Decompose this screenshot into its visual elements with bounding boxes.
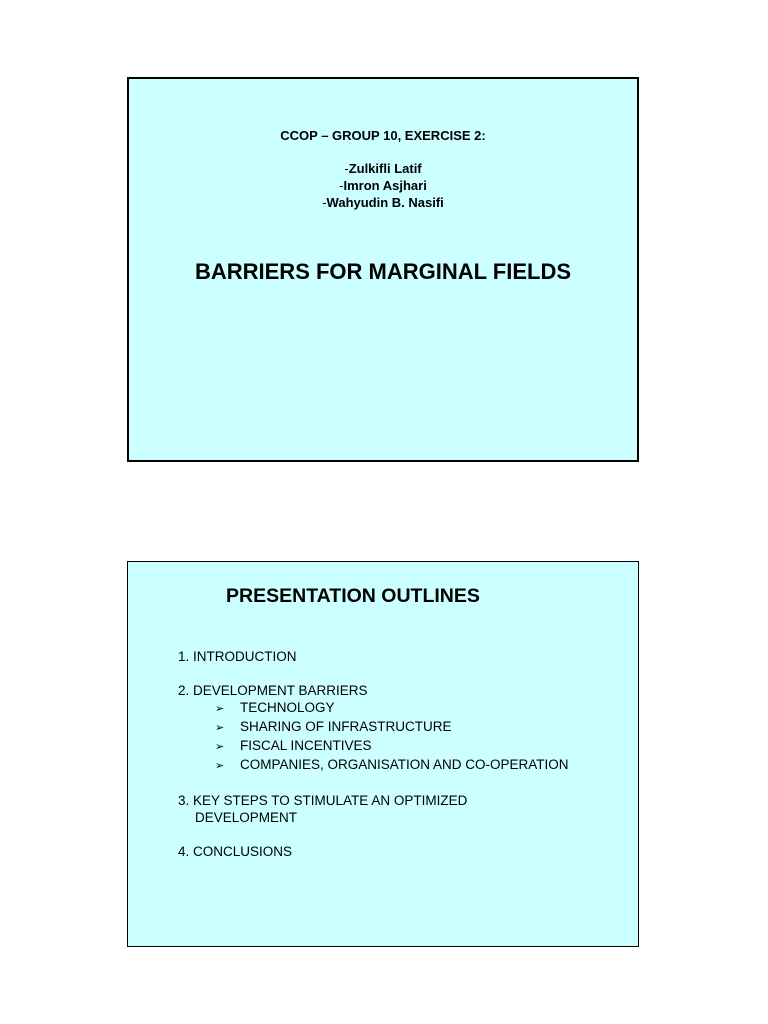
outline-item-development-barriers: 2. DEVELOPMENT BARRIERS <box>178 683 368 698</box>
outline-spacer <box>178 826 569 843</box>
outline-subitem <box>178 699 569 718</box>
outline-item-key-steps-continued: DEVELOPMENT <box>195 810 298 825</box>
author-dash: - <box>339 178 344 193</box>
arrow-bullet-icon: ➢ <box>215 760 225 772</box>
outline-subitem-label: SHARING OF INFRASTRUCTURE <box>240 719 452 734</box>
arrow-bullet-icon: ➢ <box>215 703 225 715</box>
outline-list <box>178 648 569 860</box>
author-dash: - <box>322 195 327 210</box>
author-line <box>129 194 637 211</box>
author-name: Wahyudin B. Nasifi <box>326 195 444 210</box>
arrow-bullet-icon: ➢ <box>215 741 225 753</box>
outline-slide <box>127 561 639 947</box>
author-line <box>129 160 637 177</box>
author-list <box>129 160 637 211</box>
outline-spacer <box>178 665 569 682</box>
author-dash: - <box>344 161 349 176</box>
outline-title: PRESENTATION OUTLINES <box>226 585 480 607</box>
outline-subitem <box>178 756 569 775</box>
outline-item-introduction: 1. INTRODUCTION <box>178 649 297 664</box>
author-name: Zulkifli Latif <box>348 161 422 176</box>
outline-item-key-steps: 3. KEY STEPS TO STIMULATE AN OPTIMIZED <box>178 793 468 808</box>
arrow-bullet-icon: ➢ <box>215 722 225 734</box>
author-line <box>129 177 637 194</box>
group-heading: CCOP – GROUP 10, EXERCISE 2: <box>280 128 486 143</box>
outline-subitem-label: FISCAL INCENTIVES <box>240 738 372 753</box>
outline-subitem-label: TECHNOLOGY <box>240 700 335 715</box>
outline-item-conclusions: 4. CONCLUSIONS <box>178 844 293 859</box>
outline-subitem-label: COMPANIES, ORGANISATION AND CO-OPERATION <box>240 757 569 772</box>
outline-subitem <box>178 718 569 737</box>
outline-spacer <box>178 775 569 792</box>
presentation-title: BARRIERS FOR MARGINAL FIELDS <box>194 259 572 284</box>
title-slide <box>127 77 639 462</box>
author-name: Imron Asjhari <box>343 178 427 193</box>
outline-subitem <box>178 737 569 756</box>
